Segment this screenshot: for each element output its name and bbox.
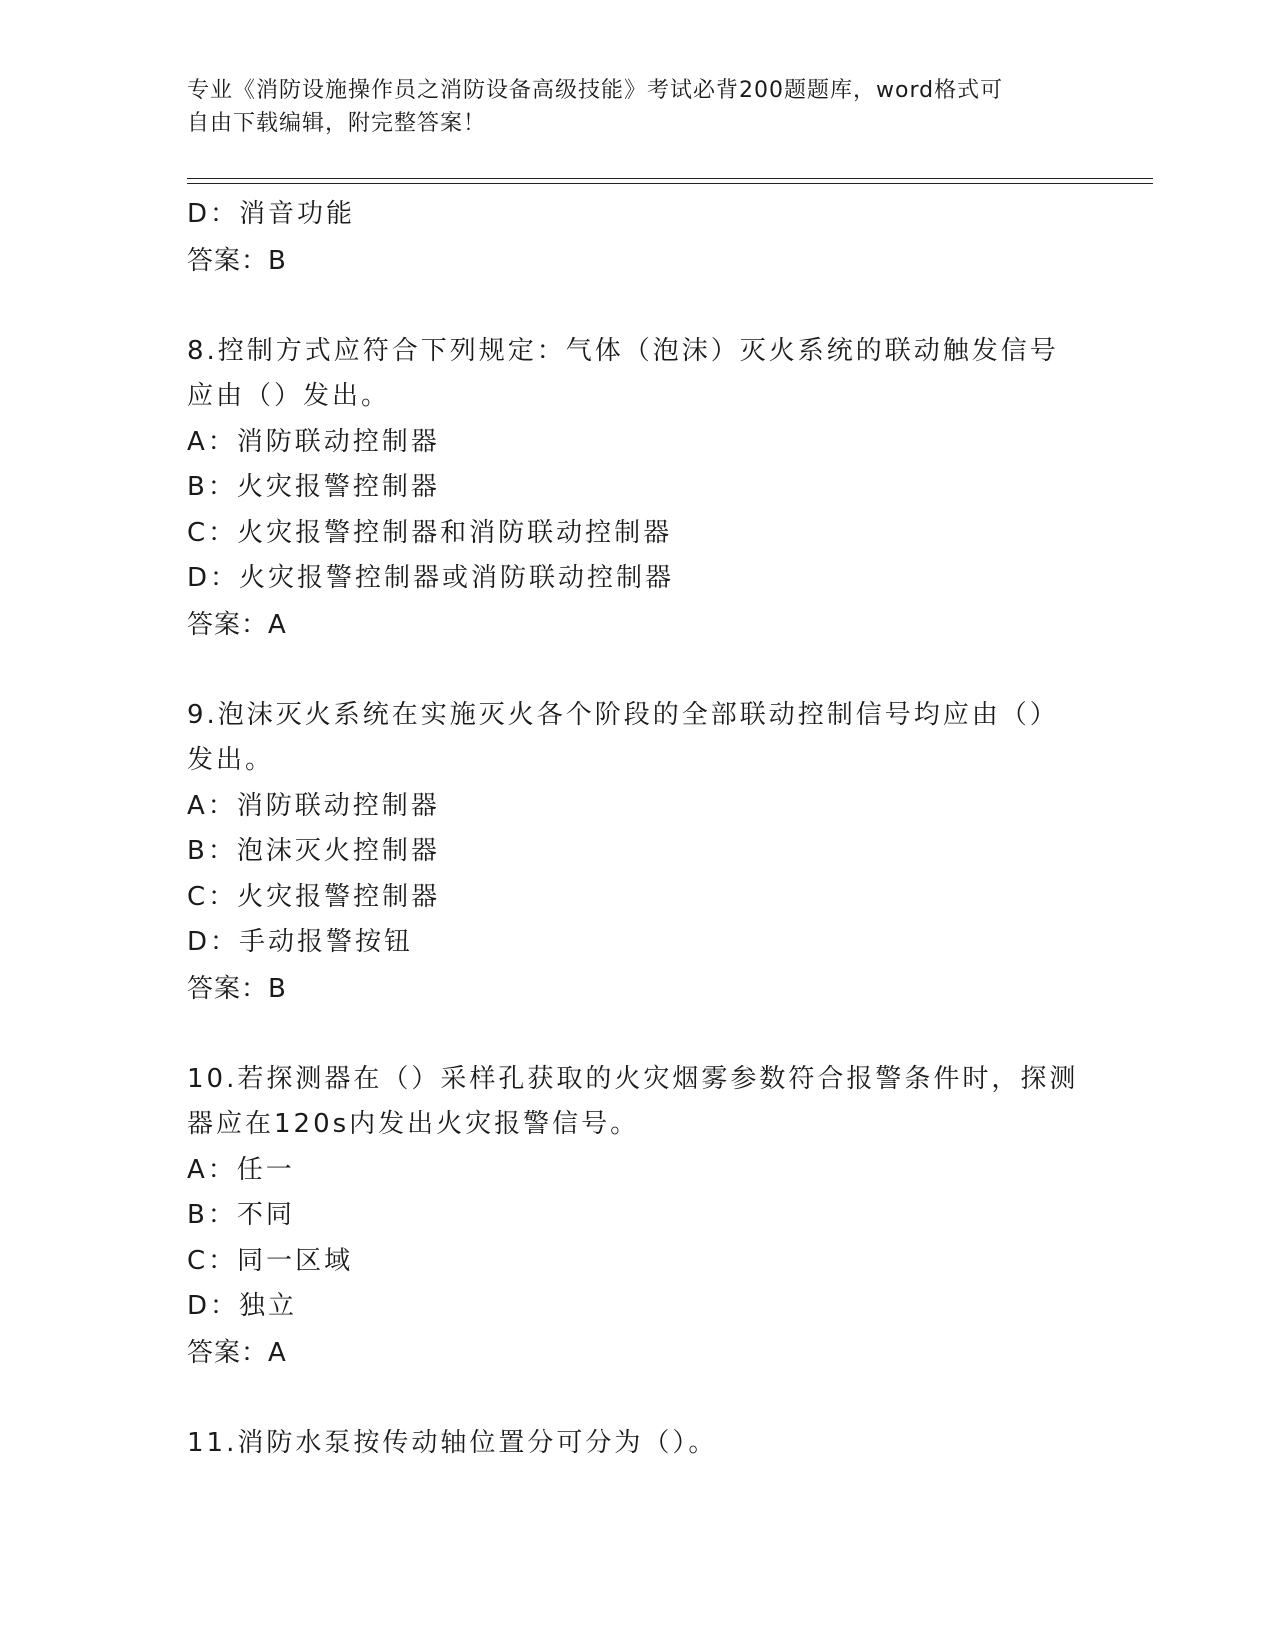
question-10 — [187, 1057, 1079, 1376]
header-title-line-1: 专业《消防设施操作员之消防设备高级技能》考试必背200题题库，word格式可 — [187, 78, 1004, 103]
question-11 — [187, 1421, 1067, 1467]
question-8-option-a: A：消防联动控制器 — [187, 426, 440, 457]
header-divider-bottom — [187, 183, 1153, 184]
document-header — [187, 74, 1067, 140]
header-title-line-2: 自由下载编辑，附完整答案！ — [187, 111, 487, 136]
spacer — [187, 1012, 1087, 1057]
question-10-option-d: D：独立 — [187, 1291, 298, 1321]
question-8-option-c: C：火灾报警控制器和消防联动控制器 — [187, 517, 673, 548]
question-10-option-b: B：不同 — [187, 1200, 295, 1230]
question-10-option-c: C：同一区域 — [187, 1245, 354, 1276]
question-9-option-b: B：泡沫灭火控制器 — [187, 836, 440, 866]
spacer — [187, 648, 1087, 693]
question-9-text-line-1: 9.泡沫灭火系统在实施灭火各个阶段的全部联动控制信号均应由（） — [187, 699, 1059, 730]
spacer — [187, 1376, 1087, 1421]
question-11-text-line-1: 11.消防水泵按传动轴位置分可分为（）。 — [187, 1427, 718, 1458]
question-9-option-a: A：消防联动控制器 — [187, 790, 440, 821]
question-9-text-line-2: 发出。 — [187, 745, 275, 775]
question-9-option-d: D：手动报警按钮 — [187, 927, 414, 957]
spacer — [187, 284, 1087, 329]
question-10-answer: 答案：A — [187, 1337, 287, 1368]
question-8 — [187, 329, 1067, 648]
question-9-answer: 答案：B — [187, 973, 287, 1004]
prev-answer: 答案：B — [187, 245, 287, 276]
question-10-text-line-2: 器应在120s内发出火灾报警信号。 — [187, 1109, 640, 1139]
prev-option-d: D：消音功能 — [187, 199, 356, 229]
question-9 — [187, 693, 1067, 1012]
question-10-option-a: A：任一 — [187, 1154, 295, 1185]
question-10-text-line-1: 10.若探测器在（）采样孔获取的火灾烟雾参数符合报警条件时，探测 — [187, 1063, 1079, 1094]
question-content — [187, 192, 1087, 1466]
question-8-option-d: D：火灾报警控制器或消防联动控制器 — [187, 563, 675, 593]
question-8-option-b: B：火灾报警控制器 — [187, 472, 440, 502]
question-9-option-c: C：火灾报警控制器 — [187, 881, 441, 912]
header-divider-top — [187, 178, 1153, 179]
question-8-text-line-2: 应由（）发出。 — [187, 381, 391, 411]
question-8-text-line-1: 8.控制方式应符合下列规定：气体（泡沫）灭火系统的联动触发信号 — [187, 335, 1059, 366]
question-8-answer: 答案：A — [187, 609, 287, 640]
